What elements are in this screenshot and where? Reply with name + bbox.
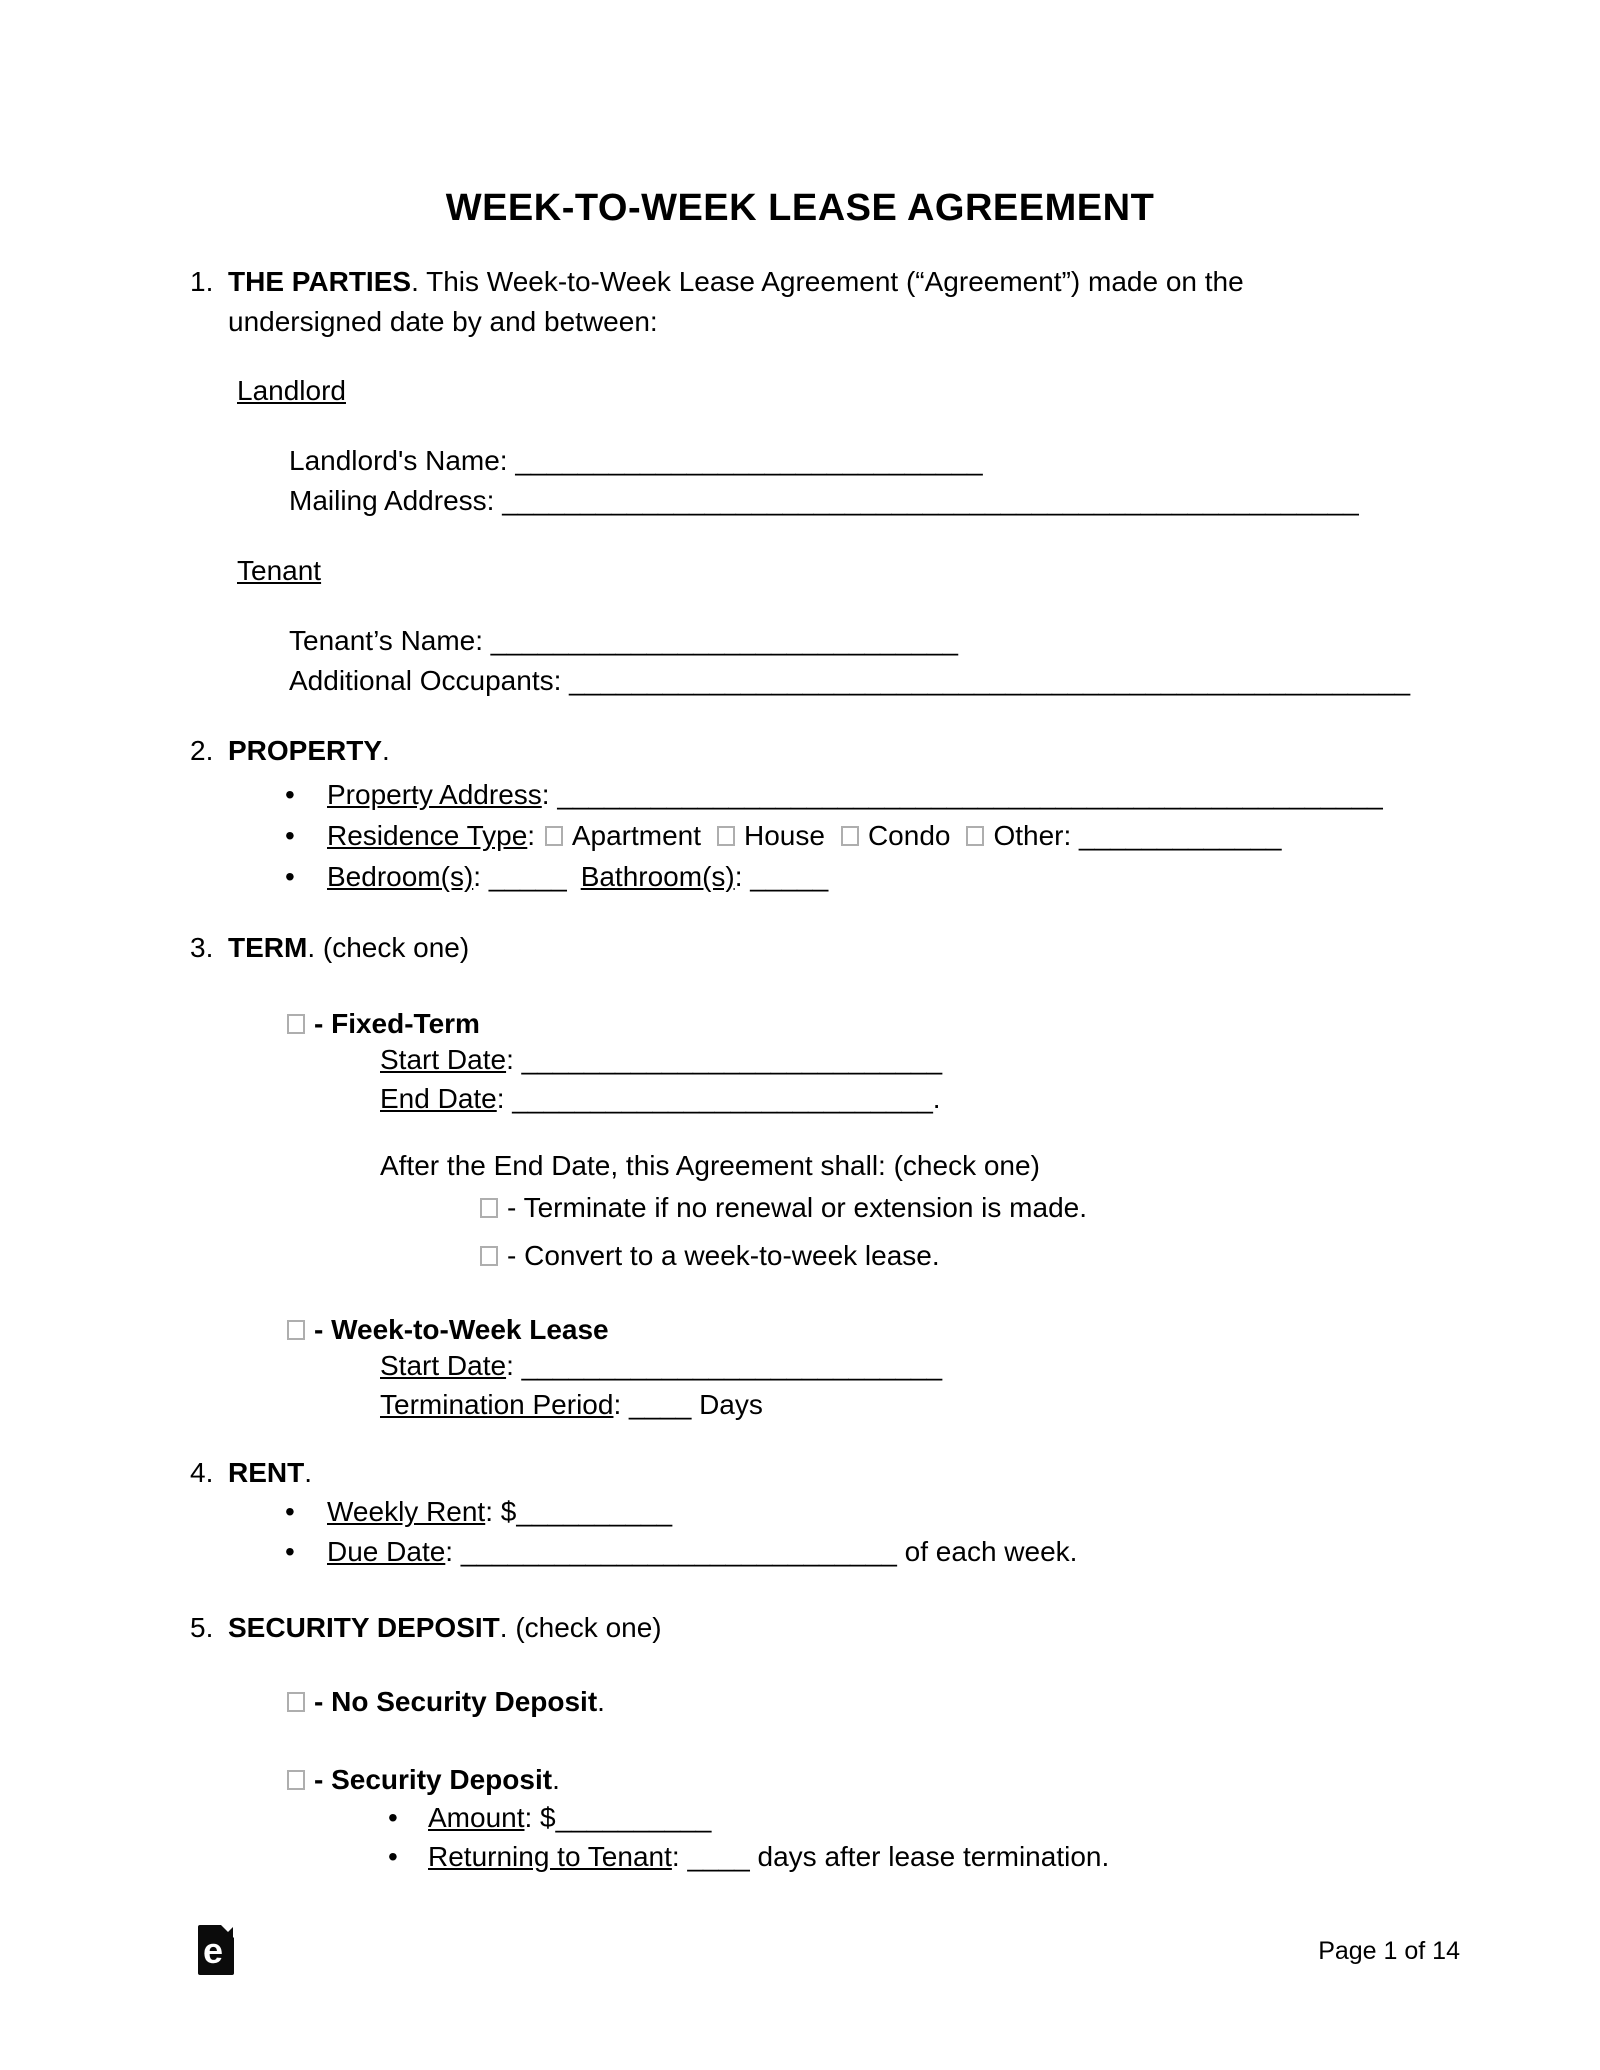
section-heading-suffix: . [382, 735, 390, 766]
amount-label: Amount [428, 1802, 525, 1833]
property-bullets [285, 774, 1383, 897]
convert-checkbox[interactable] [480, 1246, 498, 1266]
termination-period-blank[interactable]: : ____ Days [613, 1389, 763, 1420]
terminate-label: - Terminate if no renewal or extension is made. [507, 1192, 1087, 1223]
additional-occupants-blank[interactable]: ______________________________________________________ [561, 665, 1411, 696]
returning-line [388, 1837, 1109, 1876]
property-address-line [285, 774, 1383, 815]
termination-period-line [380, 1385, 942, 1424]
house-checkbox[interactable] [717, 826, 735, 846]
section-rent-heading [228, 1453, 312, 1493]
tenant-name-label: Tenant’s Name: [289, 625, 484, 656]
condo-option-label: Condo [867, 820, 951, 851]
house-option-label: House [744, 820, 825, 851]
amount-line [388, 1798, 1109, 1837]
wtw-start-blank[interactable]: : ___________________________ [506, 1350, 943, 1381]
section-heading: PROPERTY [228, 735, 383, 766]
tenant-name-line [289, 621, 1410, 661]
section-heading-suffix: . [304, 1457, 313, 1488]
no-security-deposit-suffix: . [597, 1686, 605, 1717]
fixed-term-fields [380, 1040, 942, 1118]
wtw-start-line [380, 1346, 942, 1385]
fixed-end-line [380, 1079, 942, 1118]
section-body: . This Week-to-Week Lease Agreement (“Agreement”) made on the undersigned date by and between: [228, 266, 1244, 337]
security-deposit-suffix: . [552, 1764, 560, 1795]
condo-checkbox[interactable] [841, 826, 859, 846]
tenant-name-blank[interactable]: ______________________________ [483, 625, 958, 656]
wtw-start-label: Start Date [380, 1350, 507, 1381]
section-property-heading [228, 731, 390, 771]
returning-label: Returning to Tenant [428, 1841, 672, 1872]
section-heading: SECURITY DEPOSIT [228, 1612, 500, 1643]
weekly-rent-label: Weekly Rent [327, 1496, 486, 1527]
section-heading: THE PARTIES [228, 266, 412, 297]
amount-blank[interactable]: : $__________ [524, 1802, 712, 1833]
mailing-address-blank[interactable]: _______________________________________________________ [494, 485, 1359, 516]
section-number: 5. [190, 1612, 214, 1643]
due-date-line [285, 1532, 1077, 1572]
fixed-end-blank[interactable]: : ___________________________. [496, 1083, 941, 1114]
no-security-deposit-option [285, 1682, 605, 1722]
no-security-deposit-checkbox[interactable] [287, 1692, 305, 1712]
additional-occupants-label: Additional Occupants: [289, 665, 562, 696]
fixed-start-line [380, 1040, 942, 1079]
due-date-blank[interactable]: : ____________________________ [445, 1536, 897, 1567]
convert-label: - Convert to a week-to-week lease. [507, 1240, 940, 1271]
fixed-term-option [285, 1004, 480, 1044]
residence-type-colon: : [527, 820, 543, 851]
due-date-label: Due Date [327, 1536, 446, 1567]
section-number: 1. [190, 266, 214, 297]
landlord-fields [289, 441, 1359, 521]
residence-type-label: Residence Type [327, 820, 528, 851]
bathroom-blank[interactable]: : _____ [734, 861, 829, 892]
fixed-end-label: End Date [380, 1083, 497, 1114]
section-security-deposit [190, 1608, 662, 1648]
terminate-checkbox[interactable] [480, 1198, 498, 1218]
tenant-fields [289, 621, 1410, 701]
tenant-heading: Tenant [237, 555, 322, 586]
document-title: WEEK-TO-WEEK LEASE AGREEMENT [445, 187, 1155, 229]
section-number: 4. [190, 1457, 214, 1488]
fixed-term-label: - Fixed-Term [314, 1008, 480, 1039]
mailing-address-line [289, 481, 1359, 521]
weekly-rent-line [285, 1492, 1077, 1532]
convert-option [478, 1236, 940, 1276]
after-end-date-text: After the End Date, this Agreement shall: (check one) [380, 1150, 1040, 1181]
section-term-heading [228, 928, 469, 968]
terminate-option [478, 1188, 1087, 1228]
security-deposit-option [285, 1760, 560, 1800]
termination-period-label: Termination Period [380, 1389, 614, 1420]
section-parties [190, 262, 1398, 342]
additional-occupants-line [289, 661, 1410, 701]
week-to-week-option [285, 1310, 609, 1350]
returning-blank[interactable]: : ____ days after lease termination. [671, 1841, 1110, 1872]
bedroom-blank[interactable]: : _____ [473, 861, 567, 892]
section-rent [190, 1453, 312, 1493]
week-to-week-checkbox[interactable] [287, 1320, 305, 1340]
page-number: Page 1 of 14 [1318, 1937, 1460, 1965]
logo-letter: e [202, 1930, 224, 1971]
security-deposit-bullets [388, 1798, 1109, 1876]
bathroom-label: Bathroom(s) [580, 861, 735, 892]
rent-bullets [285, 1492, 1077, 1572]
bedroom-label: Bedroom(s) [327, 861, 474, 892]
security-deposit-label: - Security Deposit [314, 1764, 553, 1795]
other-option-label: Other: [993, 820, 1072, 851]
fixed-start-label: Start Date [380, 1044, 507, 1075]
weekly-rent-blank[interactable]: : $__________ [485, 1496, 673, 1527]
fixed-term-checkbox[interactable] [287, 1014, 305, 1034]
property-address-blank[interactable]: : _____________________________________________________ [541, 779, 1383, 810]
apartment-option-label: Apartment [571, 820, 702, 851]
section-term [190, 928, 469, 968]
section-deposit-heading [228, 1608, 662, 1648]
section-heading-suffix: . (check one) [307, 932, 470, 963]
other-blank[interactable]: _____________ [1071, 820, 1282, 851]
apartment-checkbox[interactable] [545, 826, 563, 846]
residence-type-line [285, 815, 1383, 856]
eforms-logo [198, 1925, 234, 1975]
week-to-week-fields [380, 1346, 942, 1424]
due-date-suffix: of each week. [896, 1536, 1078, 1567]
section-heading: RENT [228, 1457, 305, 1488]
landlord-name-blank[interactable]: ______________________________ [507, 445, 983, 476]
section-parties-text [228, 262, 1398, 342]
landlord-name-line [289, 441, 1359, 481]
other-checkbox[interactable] [966, 826, 984, 846]
landlord-name-label: Landlord's Name: [289, 445, 508, 476]
mailing-address-label: Mailing Address: [289, 485, 495, 516]
section-property [190, 731, 390, 771]
section-heading: TERM [228, 932, 308, 963]
section-number: 2. [190, 735, 214, 766]
no-security-deposit-label: - No Security Deposit [314, 1686, 598, 1717]
bedroom-bathroom-line [285, 856, 1383, 897]
week-to-week-label: - Week-to-Week Lease [314, 1314, 609, 1345]
property-address-label: Property Address [327, 779, 542, 810]
security-deposit-checkbox[interactable] [287, 1770, 305, 1790]
section-number: 3. [190, 932, 214, 963]
landlord-heading: Landlord [237, 375, 346, 406]
fixed-start-blank[interactable]: : ___________________________ [506, 1044, 943, 1075]
section-heading-suffix: . (check one) [499, 1612, 662, 1643]
